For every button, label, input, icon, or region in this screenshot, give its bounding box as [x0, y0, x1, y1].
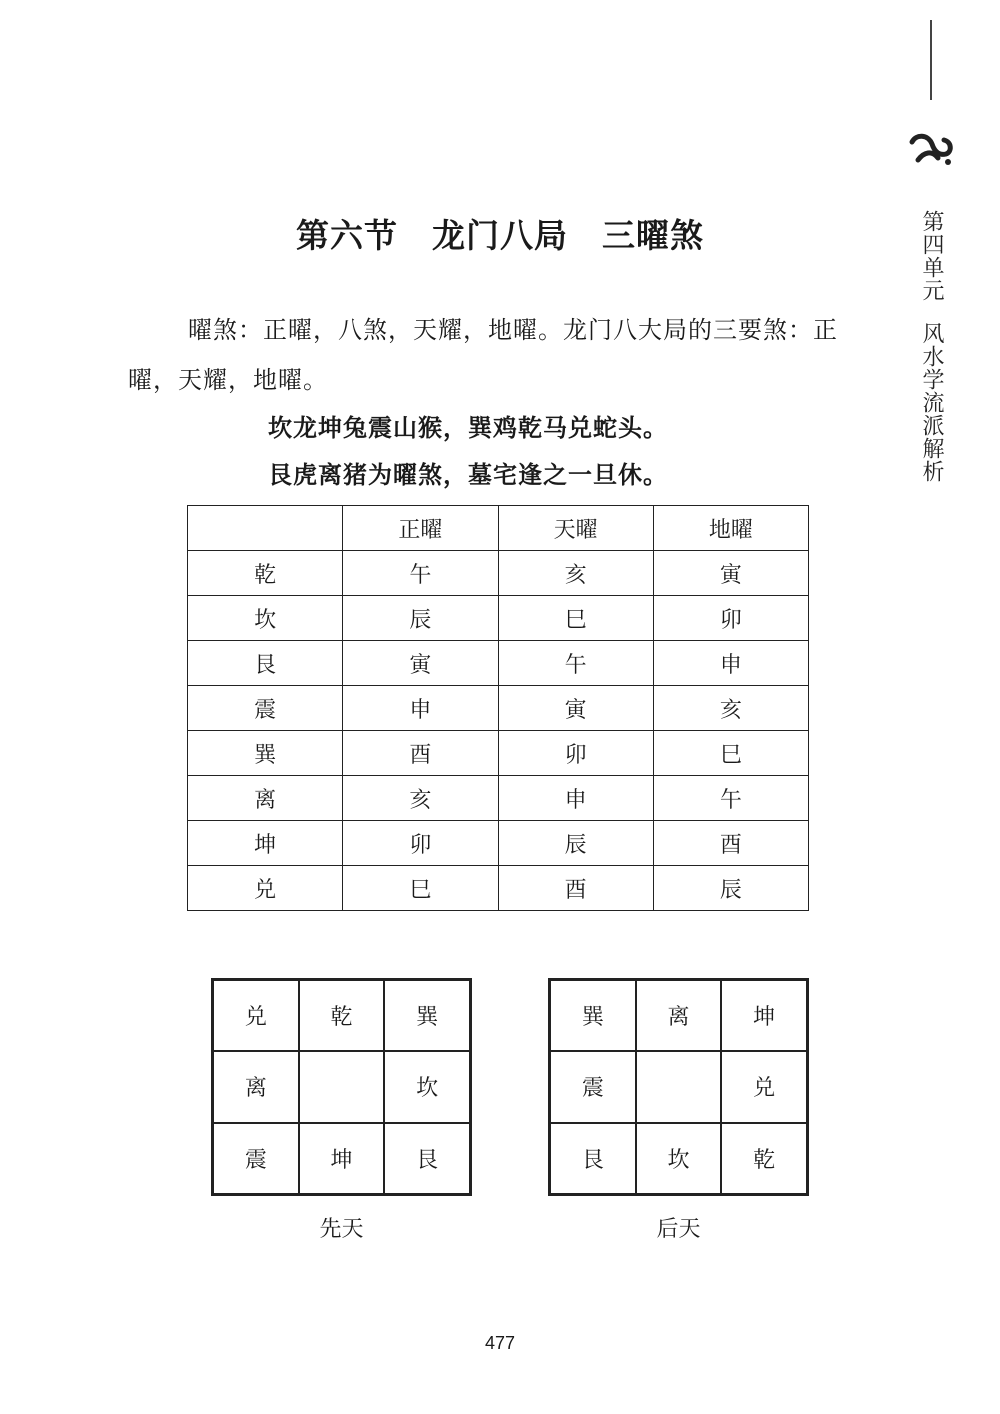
- grid-cell: 巽: [384, 980, 470, 1051]
- grid-cell: 坎: [636, 1123, 722, 1194]
- table-cell: 巳: [498, 596, 653, 641]
- table-row: [188, 776, 809, 821]
- table-header-row: [188, 506, 809, 551]
- table-row: [188, 731, 809, 776]
- section-title: 第六节 龙门八局 三曜煞: [296, 216, 704, 255]
- table-header-cell: [188, 506, 343, 551]
- table-header-cell: 天曜: [498, 506, 653, 551]
- grid-cell: 震: [550, 1051, 636, 1122]
- houtian-bagua-grid: [548, 978, 809, 1196]
- table-cell: 亥: [653, 686, 808, 731]
- table-cell: 巳: [343, 866, 498, 911]
- table-cell: 寅: [343, 641, 498, 686]
- xiantian-bagua-grid: [211, 978, 472, 1196]
- side-unit: 第四单元: [919, 210, 944, 302]
- table-row: [188, 551, 809, 596]
- chapter-logo-icon: [908, 130, 954, 170]
- table-cell: 申: [653, 641, 808, 686]
- table-cell: 酉: [498, 866, 653, 911]
- table-cell: 酉: [653, 821, 808, 866]
- table-row: [188, 821, 809, 866]
- table-row: [188, 596, 809, 641]
- table-cell: 卯: [498, 731, 653, 776]
- side-topic: 风水学流派解析: [919, 322, 944, 483]
- table-row: [188, 866, 809, 911]
- table-cell: 辰: [343, 596, 498, 641]
- table-cell: 申: [343, 686, 498, 731]
- table-cell: 午: [343, 551, 498, 596]
- houtian-caption: 后天: [656, 1217, 701, 1242]
- table-cell: 辰: [653, 866, 808, 911]
- grid-cell: 乾: [299, 980, 385, 1051]
- table-cell: 艮: [188, 641, 343, 686]
- grid-cell: 艮: [384, 1123, 470, 1194]
- table-cell: 酉: [343, 731, 498, 776]
- table-header-cell: 正曜: [343, 506, 498, 551]
- grid-cell: 坎: [384, 1051, 470, 1122]
- table-cell: 乾: [188, 551, 343, 596]
- table-cell: 坎: [188, 596, 343, 641]
- grid-cell: 坤: [721, 980, 807, 1051]
- table-cell: 亥: [498, 551, 653, 596]
- verse-line-1: 坎龙坤兔震山猴，巽鸡乾马兑蛇头。: [268, 414, 668, 442]
- table-cell: 亥: [343, 776, 498, 821]
- grid-cell: 离: [636, 980, 722, 1051]
- table-cell: 午: [653, 776, 808, 821]
- table-cell: 午: [498, 641, 653, 686]
- verse-line-2: 艮虎离猪为曜煞，墓宅逢之一旦休。: [268, 461, 668, 489]
- table-cell: 寅: [498, 686, 653, 731]
- intro-paragraph: 曜煞：正曜，八煞，天耀，地曜。龙门八大局的三要煞：正曜，天耀，地曜。: [128, 316, 838, 394]
- grid-cell: 乾: [721, 1123, 807, 1194]
- table-cell: 离: [188, 776, 343, 821]
- table-cell: 巳: [653, 731, 808, 776]
- table-row: [188, 641, 809, 686]
- sha-table: [187, 505, 809, 911]
- table-header-cell: 地曜: [653, 506, 808, 551]
- page-number: 477: [484, 1333, 516, 1353]
- grid-cell-center: [636, 1051, 722, 1122]
- table-cell: 辰: [498, 821, 653, 866]
- table-row: [188, 686, 809, 731]
- table-cell: 兑: [188, 866, 343, 911]
- grid-cell: 坤: [299, 1123, 385, 1194]
- table-cell: 震: [188, 686, 343, 731]
- table-cell: 卯: [343, 821, 498, 866]
- grid-cell-center: [299, 1051, 385, 1122]
- grid-cell: 震: [213, 1123, 299, 1194]
- table-cell: 卯: [653, 596, 808, 641]
- grid-cell: 艮: [550, 1123, 636, 1194]
- table-cell: 申: [498, 776, 653, 821]
- xiantian-caption: 先天: [319, 1217, 364, 1242]
- margin-rule: [930, 20, 932, 100]
- grid-cell: 兑: [721, 1051, 807, 1122]
- table-cell: 寅: [653, 551, 808, 596]
- table-cell: 坤: [188, 821, 343, 866]
- grid-cell: 兑: [213, 980, 299, 1051]
- table-cell: 巽: [188, 731, 343, 776]
- grid-cell: 离: [213, 1051, 299, 1122]
- grid-cell: 巽: [550, 980, 636, 1051]
